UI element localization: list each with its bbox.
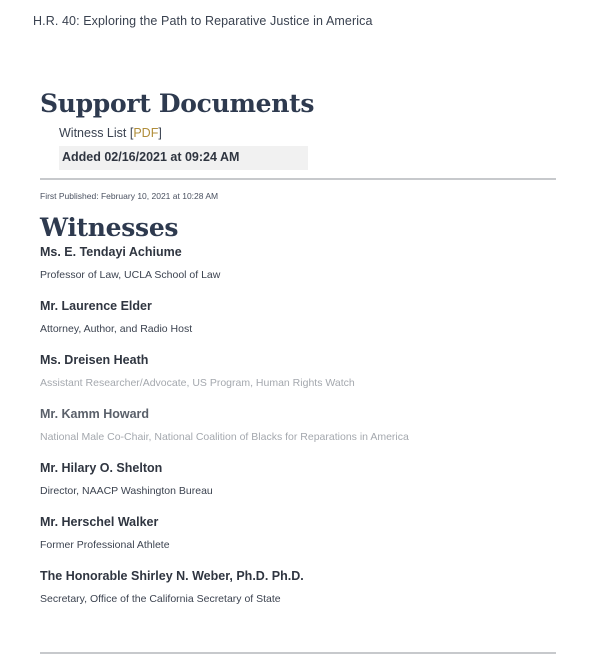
witness-role: Former Professional Athlete bbox=[40, 539, 170, 551]
witness-item bbox=[40, 298, 556, 336]
first-published-date: First Published: February 10, 2021 at 10:28 AM bbox=[40, 191, 219, 201]
witness-name: Mr. Hilary O. Shelton bbox=[40, 461, 163, 475]
witness-role: Attorney, Author, and Radio Host bbox=[40, 323, 193, 335]
section-divider bbox=[40, 178, 556, 180]
witness-name: Ms. E. Tendayi Achiume bbox=[40, 245, 182, 259]
document-label-close: ] bbox=[158, 126, 162, 140]
page-header-title: H.R. 40: Exploring the Path to Reparative Justice in America bbox=[33, 14, 373, 28]
document-item-witness-list bbox=[59, 124, 556, 142]
witness-role: Professor of Law, UCLA School of Law bbox=[40, 269, 221, 281]
support-documents-heading: Support Documents bbox=[40, 89, 315, 118]
witness-name: Mr. Herschel Walker bbox=[40, 515, 159, 529]
document-label: Witness List [ bbox=[59, 126, 134, 140]
support-documents-list bbox=[59, 124, 556, 170]
bottom-divider bbox=[40, 652, 556, 654]
added-date-badge: Added 02/16/2021 at 09:24 AM bbox=[59, 146, 308, 170]
witness-item bbox=[40, 568, 556, 606]
witness-role: Secretary, Office of the California Secretary of State bbox=[40, 593, 281, 605]
witness-name: Mr. Laurence Elder bbox=[40, 299, 152, 313]
witness-role: National Male Co-Chair, National Coalition of Blacks for Reparations in America bbox=[40, 431, 409, 443]
witnesses-heading: Witnesses bbox=[40, 213, 179, 242]
witness-name: The Honorable Shirley N. Weber, Ph.D. Ph.D. bbox=[40, 569, 304, 583]
witness-item bbox=[40, 352, 556, 390]
witness-item bbox=[40, 514, 556, 552]
witness-item bbox=[40, 244, 556, 282]
witness-name: Mr. Kamm Howard bbox=[40, 407, 150, 421]
main-content bbox=[40, 88, 556, 606]
witness-role: Assistant Researcher/Advocate, US Program, Human Rights Watch bbox=[40, 377, 355, 389]
witness-list bbox=[40, 244, 556, 606]
witness-name: Ms. Dreisen Heath bbox=[40, 353, 149, 367]
witness-item bbox=[40, 406, 556, 444]
witness-item bbox=[40, 460, 556, 498]
pdf-link[interactable]: PDF bbox=[133, 126, 159, 140]
witness-role: Director, NAACP Washington Bureau bbox=[40, 485, 213, 497]
